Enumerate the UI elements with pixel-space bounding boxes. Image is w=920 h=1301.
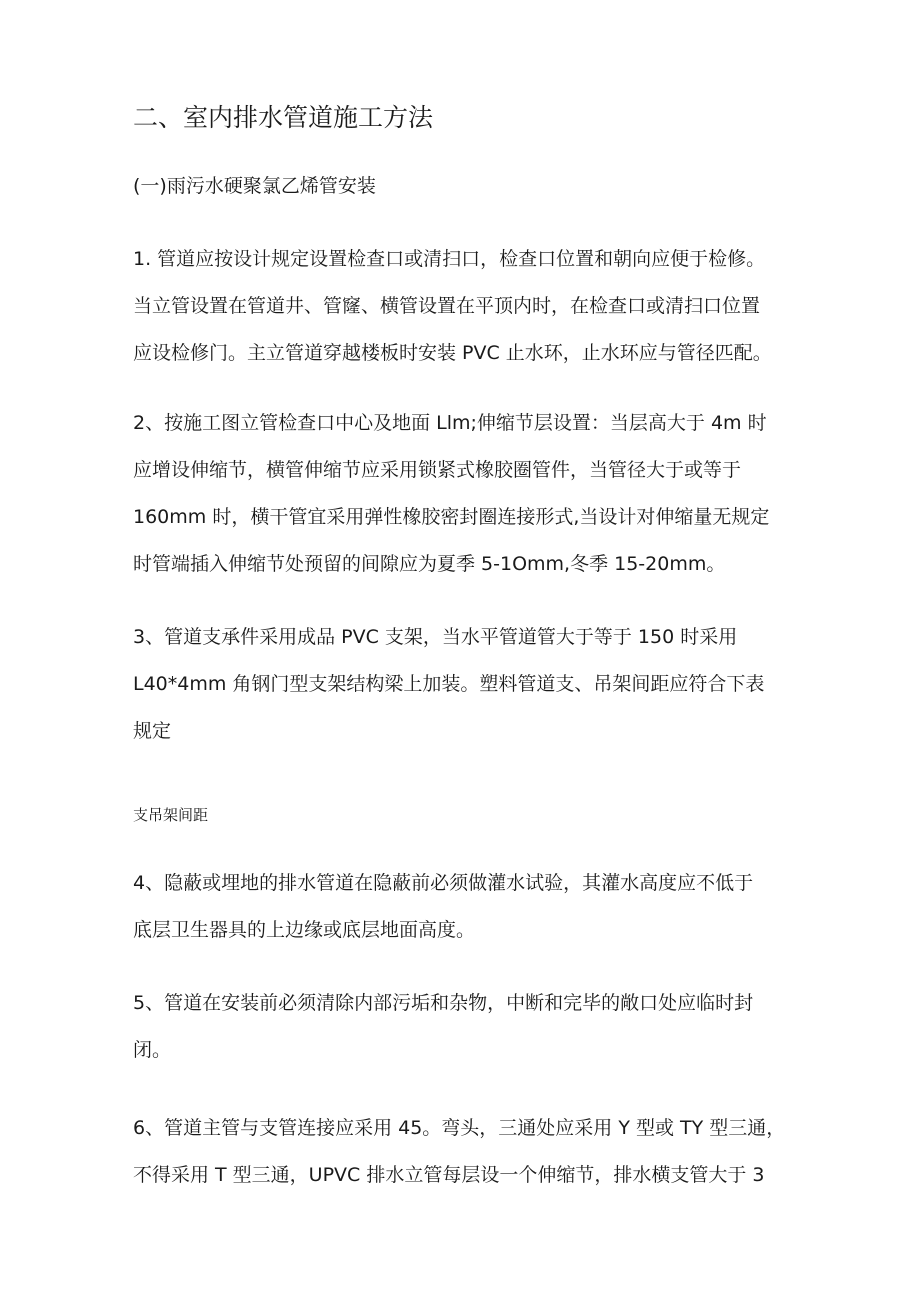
text-line: 6、管道主管与支管连接应采用 45。弯头，三通处应采用 Y 型或 TY 型三通， bbox=[133, 1117, 786, 1139]
paragraph-2 bbox=[133, 400, 813, 588]
text-line: 2、按施工图立管检查口中心及地面 Llm;伸缩节层设置：当层高大于 4m 时 bbox=[133, 412, 767, 434]
table-caption: 支吊架间距 bbox=[133, 806, 209, 824]
text-line: 规定 bbox=[133, 720, 172, 742]
text-line: 1. 管道应按设计规定设置检查口或清扫口，检查口位置和朝向应便于检修。 bbox=[133, 248, 766, 270]
text-line: 闭。 bbox=[133, 1039, 172, 1061]
section-title: 二、室内排水管道施工方法 bbox=[133, 103, 434, 132]
paragraph-1 bbox=[133, 236, 813, 377]
text-line: 160mm 时，横干管宜采用弹性橡胶密封圈连接形式,当设计对伸缩量无规定 bbox=[133, 506, 770, 528]
text-line: 应增设伸缩节，横管伸缩节应采用锁紧式橡胶圈管件，当管径大于或等于 bbox=[133, 459, 742, 481]
text-line: 底层卫生器具的上边缘或底层地面高度。 bbox=[133, 919, 476, 941]
text-line: 应设检修门。主立管道穿越楼板时安装 PVC 止水环，止水环应与管径匹配。 bbox=[133, 342, 772, 364]
paragraph-3 bbox=[133, 614, 813, 755]
subsection-title: (一)雨污水硬聚氯乙烯管安装 bbox=[133, 175, 376, 197]
text-line: 时管端插入伸缩节处预留的间隙应为夏季 5-1Omm,冬季 15-20mm。 bbox=[133, 553, 726, 575]
paragraph-4 bbox=[133, 860, 813, 954]
text-line: L40*4mm 角钢门型支架结构梁上加装。塑料管道支、吊架间距应符合下表 bbox=[133, 673, 765, 695]
text-line: 4、隐蔽或埋地的排水管道在隐蔽前必须做灌水试验，其灌水高度应不低于 bbox=[133, 872, 754, 894]
text-line: 5、管道在安装前必须清除内部污垢和杂物，中断和完毕的敞口处应临时封 bbox=[133, 992, 754, 1014]
paragraph-6 bbox=[133, 1105, 813, 1199]
text-line: 当立管设置在管道井、管窿、横管设置在平顶内时，在检查口或清扫口位置 bbox=[133, 295, 761, 317]
paragraph-5 bbox=[133, 980, 813, 1074]
text-line: 不得采用 T 型三通，UPVC 排水立管每层设一个伸缩节，排水横支管大于 3 bbox=[133, 1164, 765, 1186]
text-line: 3、管道支承件采用成品 PVC 支架，当水平管道管大于等于 150 时采用 bbox=[133, 626, 738, 648]
